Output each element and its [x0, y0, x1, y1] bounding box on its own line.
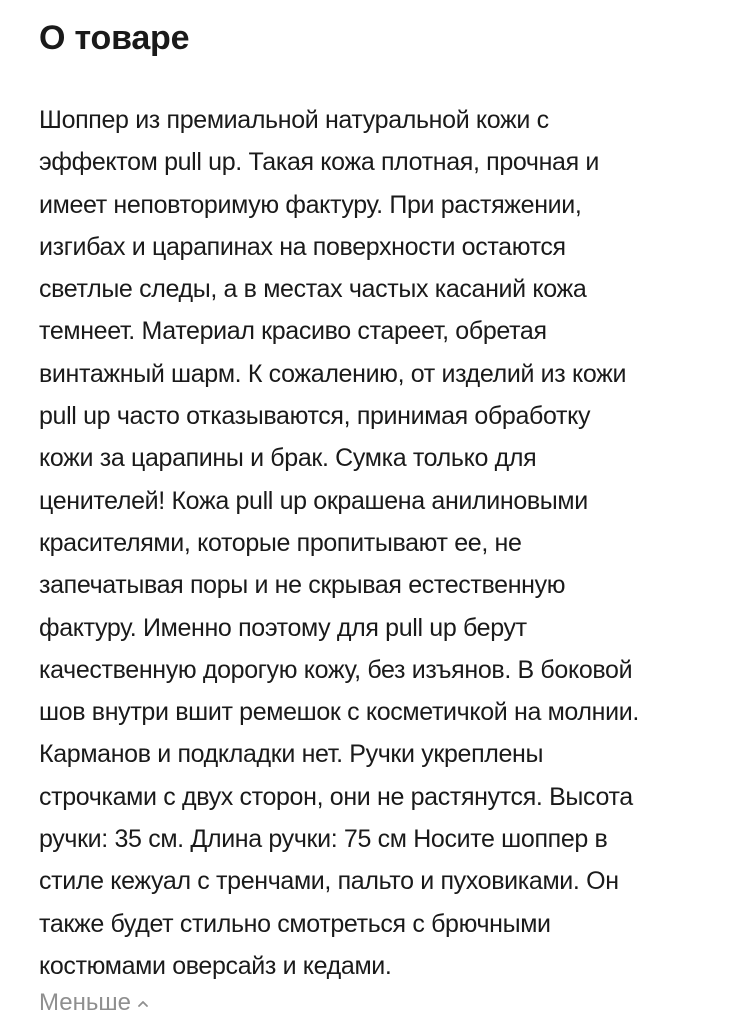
description-line: ценителей! Кожа pull up окрашена анилиновыми: [39, 486, 588, 515]
description-line: темнеет. Материал красиво стареет, обретая: [39, 317, 547, 346]
description-line: имеет неповторимую фактуру. При растяжении,: [39, 190, 582, 219]
description-line: винтажный шарм. К сожалению, от изделий из кожи: [39, 359, 627, 388]
product-description-section: [39, 0, 729, 987]
description-line: стиле кежуал с тренчами, пальто и пуховиками. Он: [39, 867, 619, 896]
description-line: качественную дорогую кожу, без изъянов. В боковой: [39, 655, 633, 684]
chevron-up-icon: [137, 998, 149, 1010]
description-line: шов внутри вшит ремешок с косметичкой на молнии.: [39, 698, 639, 727]
description-line: костюмами оверсайз и кедами.: [39, 951, 392, 980]
description-line: эффектом pull up. Такая кожа плотная, прочная и: [39, 148, 600, 177]
description-text: [39, 99, 729, 987]
collapse-label: Меньше: [39, 989, 131, 1016]
description-line: ручки: 35 см. Длина ручки: 75 см Носите шоппер в: [39, 825, 608, 854]
description-line: изгибах и царапинах на поверхности остаются: [39, 232, 566, 261]
description-line: красителями, которые пропитывают ее, не: [39, 528, 522, 557]
section-title: О товаре: [39, 19, 190, 57]
description-line: фактуру. Именно поэтому для pull up берут: [39, 613, 527, 642]
description-line: строчками с двух сторон, они не растянутся. Высота: [39, 782, 633, 811]
collapse-description-button[interactable]: [39, 982, 149, 1024]
description-line: pull up часто отказываются, принимая обработку: [39, 402, 591, 431]
description-line: Карманов и подкладки нет. Ручки укреплены: [39, 740, 544, 769]
description-line: также будет стильно смотреться с брючными: [39, 909, 551, 938]
description-line: Шоппер из премиальной натуральной кожи с: [39, 106, 549, 134]
description-line: кожи за царапины и брак. Сумка только для: [39, 444, 537, 473]
description-line: светлые следы, а в местах частых касаний кожа: [39, 275, 587, 304]
description-line: запечатывая поры и не скрывая естественную: [39, 571, 566, 600]
